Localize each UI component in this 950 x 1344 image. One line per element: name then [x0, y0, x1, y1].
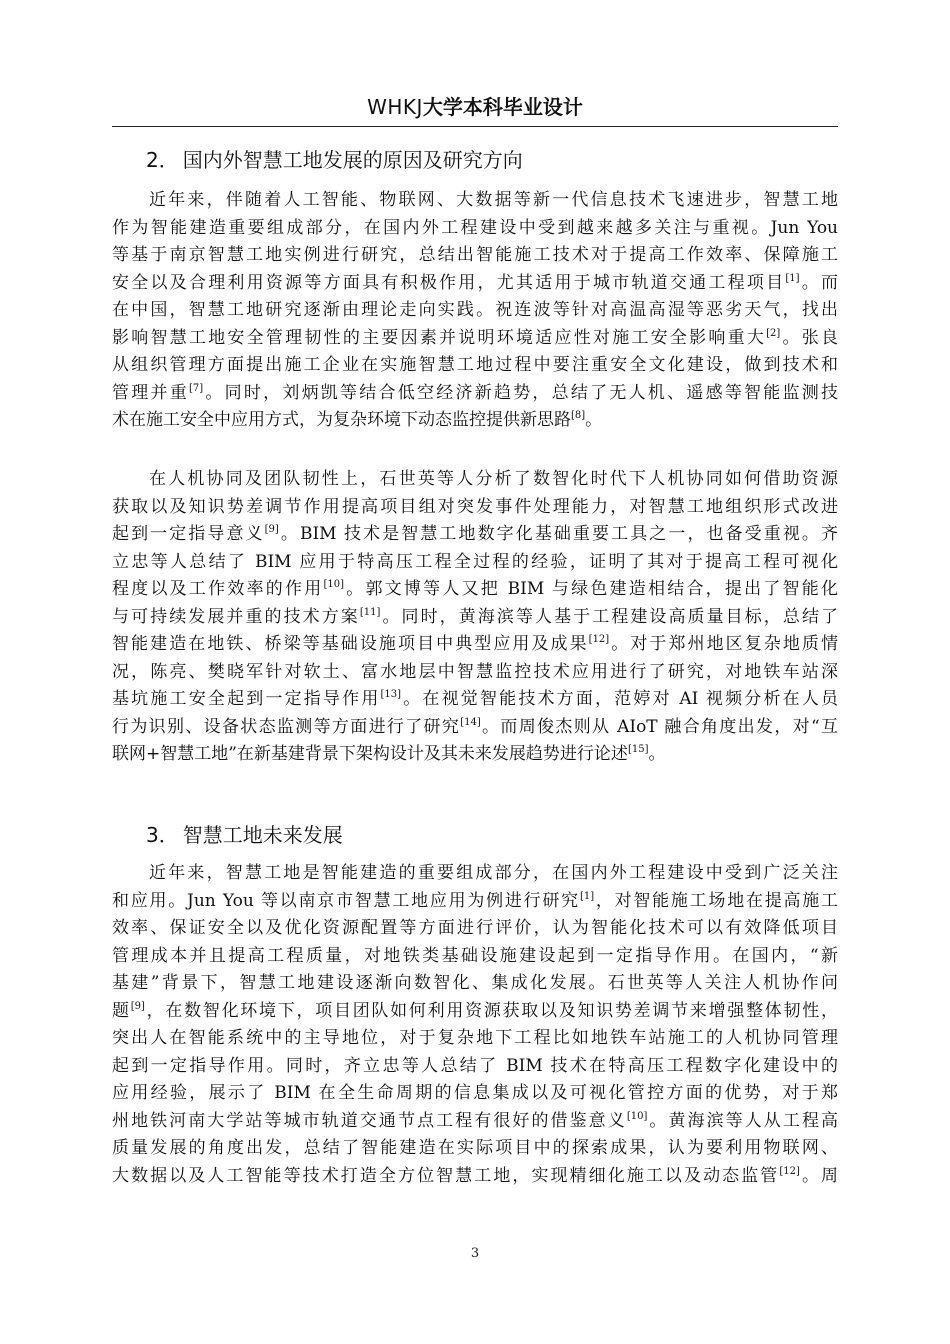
text-line [112, 888, 838, 916]
section-number: 2． [146, 148, 179, 172]
text-line: 质量发展的角度出发，总结了智能建造在实际项目中的探索成果，认为要利用物联网、 [112, 1138, 838, 1158]
header-title: 大学本科毕业设计 [422, 95, 583, 119]
page-number: 3 [470, 1246, 480, 1261]
header-prefix: WHKJ [367, 95, 423, 119]
text-segment: 和应用。Jun You 等以南京市智慧工地应用为例进行研究 [112, 890, 580, 911]
text-line: 近年来，伴随着人工智能、物联网、大数据等新一代信息技术飞速进步，智慧工地 [149, 190, 838, 210]
citation: [10] [626, 1110, 648, 1122]
text-line: 基建”背景下，智慧工地建设逐渐向数智化、集成化发展。石世英等人关注人机协作问 [112, 973, 838, 993]
text-line: 在人机协同及团队韧性上，石世英等人分析了数智化时代下人机协同如何借助资源 [149, 469, 838, 489]
text-segment: 基坑施工安全起到一定指导作用 [112, 689, 381, 709]
text-segment: 程度以及工作效率的作用 [112, 579, 324, 599]
text-line: 应用经验，展示了 BIM 在全生命周期的信息集成以及可视化管控方面的优势，对于郑 [112, 1083, 838, 1103]
text-line: 管理成本并且提高工程质量，对地铁类基础设施建设起到一定指导作用。在国内，“新 [112, 945, 838, 966]
text-line [112, 741, 838, 769]
text-line: 作为智能建造重要组成部分，在国内外工程建设中受到越来越多关注与重视。Jun You [112, 217, 838, 238]
text-segment: 安全以及合理利用资源等方面具有积极作用，尤其适用于城市轨道交通工程项目 [112, 272, 786, 293]
text-line: 在中国，智慧工地研究逐渐由理论走向实践。祝连波等针对高温高湿等恶劣天气，找出 [112, 300, 838, 320]
text-segment: 。郭文博等人又把 BIM 与绿色建造相结合，提出了智能化 [344, 579, 838, 599]
text-segment: 智能建造在地铁、桥梁等基础设施项目中典型应用及成果 [112, 634, 589, 654]
header-rule [112, 126, 838, 127]
text-line: 立忠等人总结了 BIM 应用于特高压工程全过程的经验，证明了其对于提高工程可视化 [112, 551, 838, 572]
citation: [12] [779, 1165, 800, 1177]
text-segment: 。而周俊杰则从 AIoT 融合角度出发，对“互 [480, 716, 838, 737]
text-segment: 。 [648, 744, 666, 764]
text-segment: 。同时，刘炳凯等结合低空经济新趋势，总结了无人机、遥感等智能监测技 [203, 382, 838, 403]
text-line [112, 521, 838, 549]
citation: [15] [627, 744, 649, 755]
text-segment: 。张良 [780, 327, 838, 348]
text-segment: 。而 [799, 272, 838, 293]
text-line [112, 604, 838, 632]
section-3-heading [146, 820, 846, 850]
text-segment: 。 [585, 410, 603, 430]
text-line: 获取以及知识势差调节作用提高项目组对突发事件处理能力，对智慧工地组织形式改进 [112, 496, 838, 517]
section-title: 智慧工地未来发展 [182, 823, 343, 847]
text-line [112, 407, 838, 435]
text-segment: 术在施工安全中应用方式，为复杂环境下动态监控提供新思路 [112, 410, 571, 430]
text-segment: 。同时，黄海滨等人基于工程建设高质量目标，总结了 [380, 606, 838, 627]
citation: [7] [188, 382, 204, 394]
text-segment: 。BIM 技术是智慧工地数字化基础重要工具之一，也备受重视。齐 [278, 524, 838, 544]
citation: [9] [130, 1000, 145, 1012]
text-segment: 。对于郑州地区复杂地质情 [609, 634, 838, 654]
section-2-paragraph-1 [112, 187, 838, 435]
text-line [112, 686, 838, 714]
text-line [112, 380, 838, 408]
text-segment: 与可持续发展并重的技术方案 [112, 606, 360, 627]
text-line [112, 576, 838, 604]
citation: [13] [380, 689, 402, 700]
text-segment: 。在视觉智能技术方面，范婷对 AI 视频分析在人员 [401, 689, 838, 709]
text-line: 效率、保证安全以及优化资源配置等方面进行评价，认为智能化技术可以有效降低项目 [112, 918, 838, 938]
text-line [112, 714, 838, 742]
text-segment: 题 [112, 1000, 131, 1021]
citation: [8] [571, 410, 586, 421]
text-line [112, 1108, 838, 1136]
section-3-paragraph-1 [112, 860, 838, 1190]
text-segment: 管理并重 [112, 382, 189, 403]
citation: [1] [785, 272, 800, 284]
section-title: 国内外智慧工地发展的原因及研究方向 [182, 148, 523, 172]
text-segment: 大数据以及人工智能等技术打造全方位智慧工地，实现精细化施工以及动态监管 [112, 1165, 780, 1186]
text-segment: 行为识别、设备状态监测等方面进行了研究 [112, 716, 461, 737]
section-number: 3． [146, 823, 179, 847]
text-line: 从组织管理方面提出施工企业在实施智慧工地过程中要注重安全文化建设，做到技术和 [112, 355, 838, 375]
citation: [2] [766, 327, 781, 339]
page-header [0, 92, 950, 122]
text-line: 起到一定指导作用。同时，齐立忠等人总结了 BIM 技术在特高压工程数字化建设中的 [112, 1055, 838, 1076]
text-segment: 。周 [799, 1165, 838, 1186]
text-line: 况，陈亮、樊晓军针对软土、富水地层中智慧监控技术应用进行了研究，对地铁车站深 [112, 661, 838, 682]
text-line [112, 270, 838, 298]
section-2-heading [146, 145, 846, 175]
citation: [10] [323, 579, 344, 590]
citation: [11] [359, 606, 381, 618]
citation: [1] [579, 890, 595, 902]
text-segment: 。黄海滨等人从工程高 [647, 1110, 838, 1131]
text-line: 突出人在智能系统中的主导地位，对于复杂地下工程比如地铁车站施工的人机协同管理 [112, 1028, 838, 1048]
citation: [12] [588, 634, 610, 645]
text-line [112, 631, 838, 659]
text-segment: 起到一定指导意义 [112, 524, 265, 544]
text-segment: ，对智能施工场地在提高施工 [594, 890, 838, 911]
text-segment: ，在数智化环境下，项目团队如何利用资源获取以及知识势差调节来增强整体韧性， [144, 1000, 838, 1021]
text-line: 近年来，智慧工地是智能建造的重要组成部分，在国内外工程建设中受到广泛关注 [149, 863, 838, 883]
text-segment: 联网+智慧工地”在新基建背景下架构设计及其未来发展趋势进行论述 [112, 744, 628, 764]
text-line [112, 325, 838, 353]
section-2-paragraph-2 [112, 466, 838, 769]
text-line: 等基于南京智慧工地实例进行研究，总结出智能施工技术对于提高工作效率、保障施工 [112, 245, 838, 265]
text-line [112, 1163, 838, 1191]
citation: [9] [264, 524, 279, 535]
text-segment: 州地铁河南大学站等城市轨道交通节点工程有很好的借鉴意义 [112, 1110, 627, 1131]
text-segment: 影响智慧工地安全管理韧性的主要因素并说明环境适应性对施工安全影响重大 [112, 327, 767, 348]
citation: [14] [460, 716, 481, 728]
text-line [112, 998, 838, 1026]
